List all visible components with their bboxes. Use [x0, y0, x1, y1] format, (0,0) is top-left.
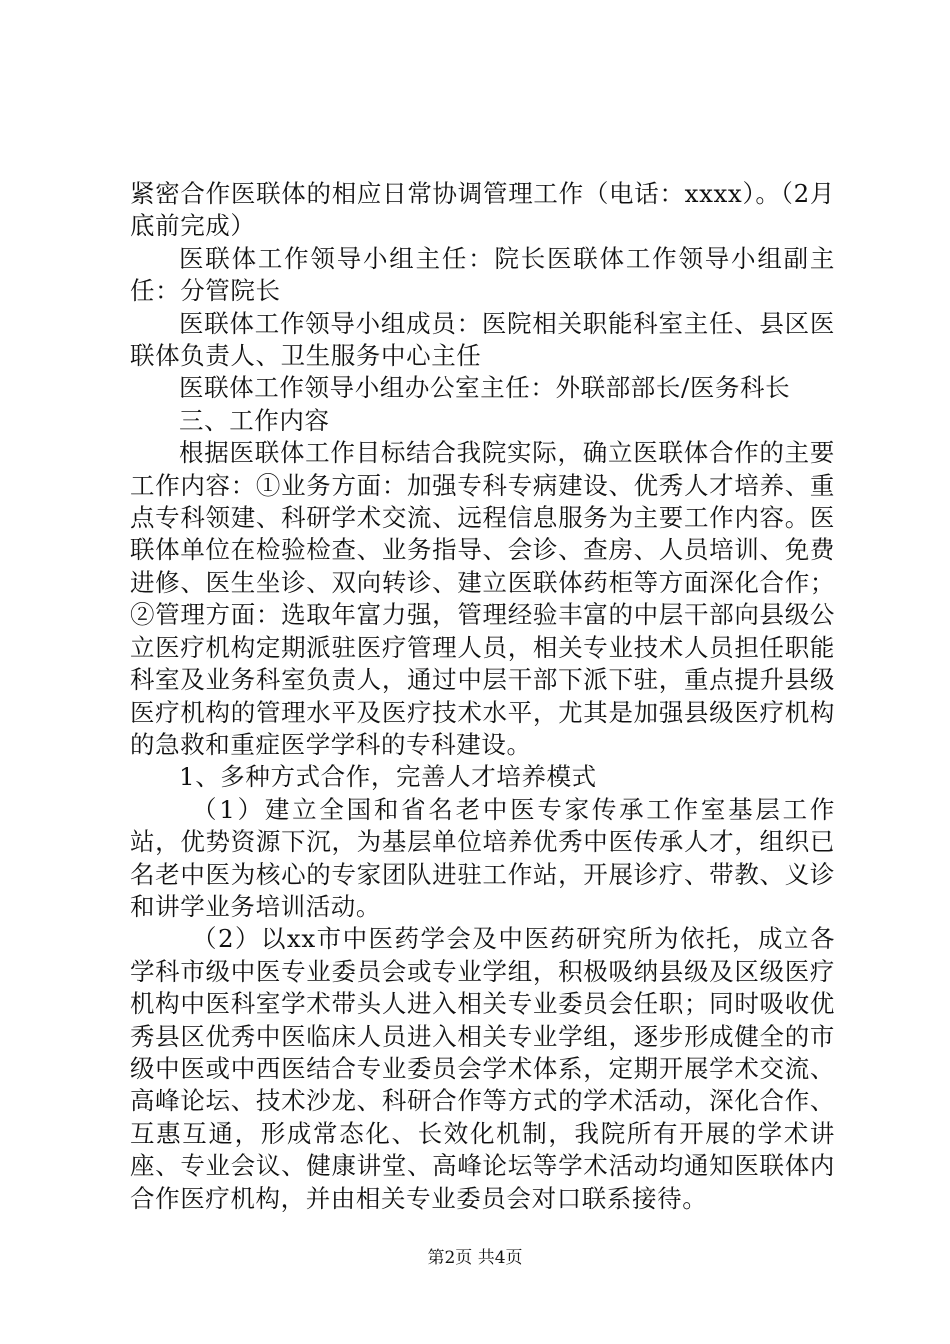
paragraph-item-1: （1）建立全国和省名老中医专家传承工作室基层工作站，优势资源下沉，为基层单位培养优秀中医传承人才，组织已名老中医为核心的专家团队进驻工作站，开展诊疗、带教、义诊和讲学业务培训活动。: [130, 794, 835, 921]
subsection-heading-talent: 1、多种方式合作，完善人才培养模式: [179, 762, 597, 792]
section-heading-work-content: 三、工作内容: [179, 405, 330, 435]
paragraph-leader-director: 医联体工作领导小组主任：院长医联体工作领导小组副主任：分管院长: [130, 243, 835, 306]
paragraph-office-director: 医联体工作领导小组办公室主任：外联部部长/医务科长: [179, 373, 791, 403]
paragraph-work-content: 根据医联体工作目标结合我院实际，确立医联体合作的主要工作内容：①业务方面：加强专科专病建设、优秀人才培养、重点专科领建、科研学术交流、远程信息服务为主要工作内容。医联体单位在检验检查、业务指导、会诊、查房、人员培训、免费进修、医生坐诊、双向转诊、建立医联体药柜等方面深化合作；②管理方面：选取年富力强，管理经验丰富的中层干部向县级公立医疗机构定期派驻医疗管理人员，相关专业技术人员担任职能科室及业务科室负责人，通过中层干部下派下驻，重点提升县级医疗机构的管理水平及医疗技术水平，尤其是加强县级医疗机构的急救和重症医学学科的专科建设。: [130, 438, 835, 759]
document-body: [130, 178, 835, 1215]
paragraph-continuation: 紧密合作医联体的相应日常协调管理工作（电话：xxxx）。（2月底前完成）: [130, 179, 836, 241]
page-number-footer: 第2页 共4页: [427, 1248, 523, 1268]
paragraph-leader-members: 医联体工作领导小组成员：医院相关职能科室主任、县区医联体负责人、卫生服务中心主任: [130, 308, 835, 371]
paragraph-item-2: （2）以xx市中医药学会及中医药研究所为依托，成立各学科市级中医专业委员会或专业学组，积极吸纳县级及区级医疗机构中医科室学术带头人进入相关专业委员会任职；同时吸收优秀县区优秀中医临床人员进入相关专业学组，逐步形成健全的市级中医或中西医结合专业委员会学术体系，定期开展学术交流、高峰论坛、技术沙龙、科研合作等方式的学术活动，深化合作、互惠互通，形成常态化、长效化机制，我院所有开展的学术讲座、专业会议、健康讲堂、高峰论坛等学术活动均通知医联体内合作医疗机构，并由相关专业委员会对口联系接待。: [130, 924, 835, 1213]
